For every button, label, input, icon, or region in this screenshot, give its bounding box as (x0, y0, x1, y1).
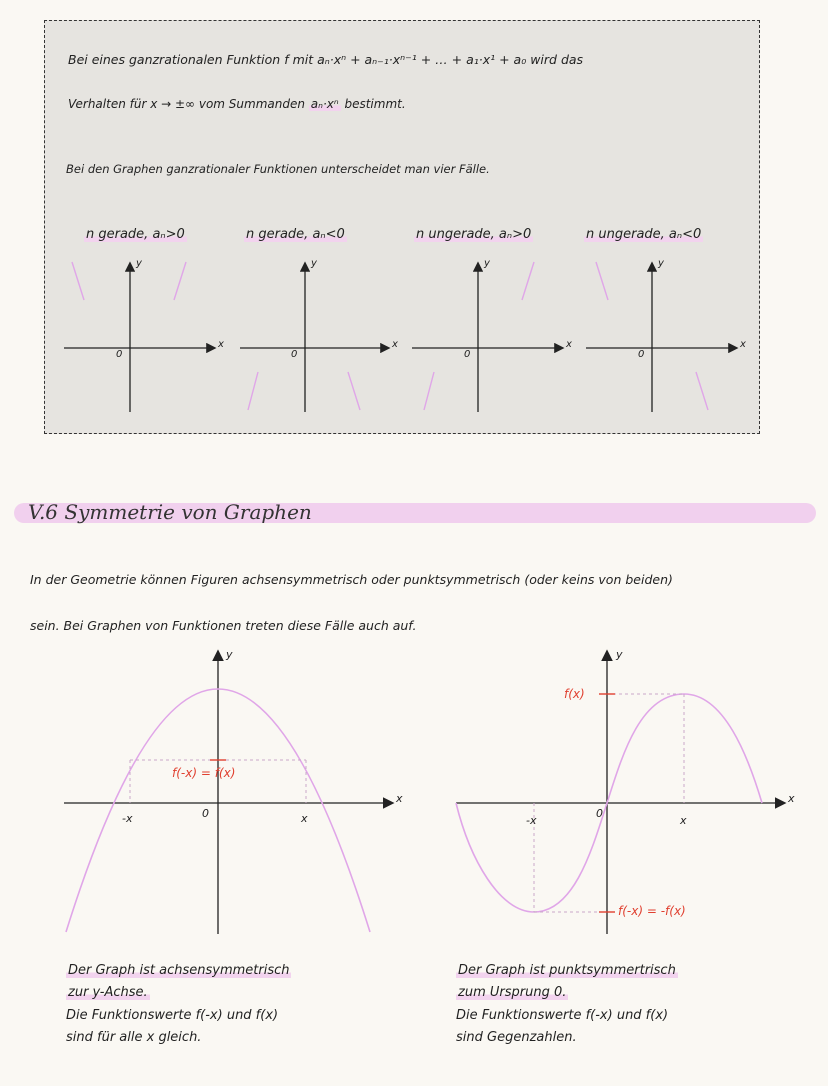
graph-left-origin: 0 (202, 807, 209, 820)
case-4-x-label: x (740, 339, 746, 350)
box-line-2-a: Verhalten für x → ±∞ vom Summanden (68, 97, 305, 111)
text-right-line-2-text: zum Ursprung 0. (458, 985, 567, 1000)
text-left-line-1 (66, 963, 291, 978)
graph-right-fx-label: f(x) (564, 687, 585, 701)
text-left-line-2 (66, 985, 150, 1000)
case-2-x-label: x (392, 339, 398, 350)
case-4-origin: 0 (638, 349, 645, 360)
case-label-3: n ungerade, aₙ>0 (416, 227, 532, 242)
text-right-line-3: Die Funktionswerte f(-x) und f(x) (456, 1008, 669, 1023)
graph-left-x-label: x (396, 792, 403, 805)
case-4-y-label: y (658, 258, 664, 269)
case-label-1: n gerade, aₙ>0 (86, 227, 185, 242)
graph-left-tick-pos: x (301, 812, 308, 825)
text-left-line-1-text: Der Graph ist achsensymmetrisch (68, 963, 290, 978)
graph-right-origin: 0 (596, 807, 603, 820)
case-3-origin: 0 (464, 349, 471, 360)
intro-line-1: In der Geometrie können Figuren achsensymmetrisch oder punktsymmetrisch (oder keins von beiden) (30, 572, 673, 587)
case-2-y-label: y (311, 258, 317, 269)
graph-right-equation: f(-x) = -f(x) (618, 904, 686, 918)
graph-left-tick-neg: -x (122, 812, 133, 825)
case-label-4: n ungerade, aₙ<0 (586, 227, 702, 242)
graph-right-tick-pos: x (680, 814, 687, 827)
case-3-y-label: y (484, 258, 490, 269)
graph-left-equation: f(-x) = f(x) (172, 766, 236, 780)
case-1-x-label: x (218, 339, 224, 350)
graph-right-tick-neg: -x (526, 814, 537, 827)
case-2-origin: 0 (291, 349, 298, 360)
case-3-x-label: x (566, 339, 572, 350)
box-line-3: Bei den Graphen ganzrationaler Funktionen unterscheidet man vier Fälle. (66, 162, 490, 176)
graph-right-y-label: y (616, 648, 623, 661)
text-left-line-3: Die Funktionswerte f(-x) und f(x) (66, 1008, 279, 1023)
text-right-line-1-text: Der Graph ist punktsymmertrisch (458, 963, 676, 978)
section-title: V.6 Symmetrie von Graphen (28, 500, 312, 524)
case-1-origin: 0 (116, 349, 123, 360)
box-line-1: Bei eines ganzrationalen Funktion f mit aₙ·xⁿ + aₙ₋₁·xⁿ⁻¹ + … + a₁·x¹ + a₀ wird das (68, 52, 584, 67)
case-1-y-label: y (136, 258, 142, 269)
graph-left-y-label: y (226, 648, 233, 661)
text-right-line-4: sind Gegenzahlen. (456, 1030, 577, 1045)
text-right-line-1 (456, 963, 678, 978)
case-label-2: n gerade, aₙ<0 (246, 227, 345, 242)
text-right-line-2 (456, 985, 568, 1000)
box-line-2-b: bestimmt. (344, 97, 406, 111)
graph-right-x-label: x (788, 792, 795, 805)
text-left-line-4: sind für alle x gleich. (66, 1030, 202, 1045)
text-left-line-2-text: zur y-Achse. (68, 985, 148, 1000)
box-line-2-term: aₙ·xⁿ (310, 97, 339, 111)
intro-line-2: sein. Bei Graphen von Funktionen treten diese Fälle auch auf. (30, 618, 417, 633)
graph-left (64, 652, 392, 934)
graph-right (456, 652, 784, 934)
